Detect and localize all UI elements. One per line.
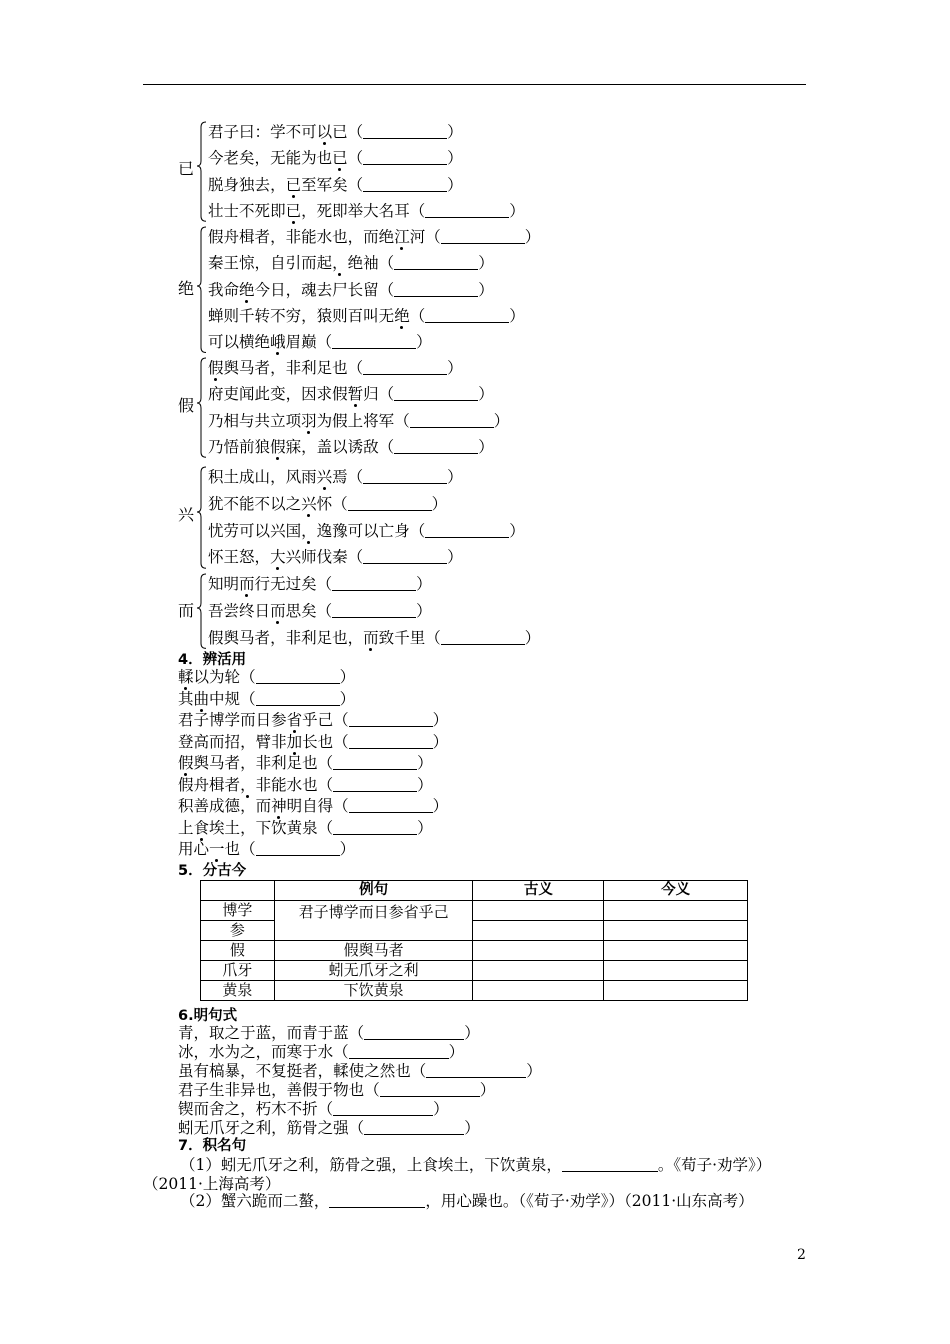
exercise-item: 假舆马者，非利足也，而致千里（ ） <box>208 628 541 647</box>
exercise-item: 秦王惊，自引而起，绝袖（ ） <box>208 254 494 273</box>
exercise-item: 壮士不死即已，死即举大名耳（ ） <box>208 201 525 220</box>
exercise-text: 虽有槁暴，不复挺者，輮使之然也 <box>178 1061 411 1080</box>
answer-blank[interactable] <box>349 710 433 727</box>
exercise-item: 忧劳可以兴国，逸豫可以亡身（ ） <box>208 521 525 540</box>
answer-blank[interactable] <box>349 1042 449 1059</box>
exercise-text: 青，取之于蓝，而青于蓝 <box>178 1024 349 1042</box>
exercise-item: 輮以为轮（ ） <box>178 668 356 686</box>
group-items <box>208 571 540 651</box>
exercise-item: 假舟楫者，非能水也（ ） <box>178 775 433 794</box>
exercise-item: 积善成德，而神明自得（ ） <box>178 797 449 815</box>
row-example: 蚓无爪牙之利 <box>274 961 473 981</box>
exercise-item: 君子曰：学不可以已（ ） <box>208 123 463 141</box>
answer-cell[interactable] <box>473 901 604 921</box>
answer-blank[interactable] <box>332 332 416 349</box>
row-example: 君子博学而日参省乎己 <box>274 901 473 941</box>
group-items <box>208 119 525 224</box>
exercise-text: 用心一也 <box>178 840 241 858</box>
brace-icon <box>196 224 208 356</box>
exercise-item: 蚓无爪牙之利，筋骨之强（ ） <box>178 1118 480 1137</box>
exercise-item: 今老矣，无能为也已（ ） <box>208 149 463 168</box>
exercise-item: 假舟楫者，非能水也，而绝江河（ ） <box>208 228 541 246</box>
exercise-item: 吾尝终日而思矣（ ） <box>208 601 432 620</box>
exercise-item: 其曲中规（ ） <box>178 689 356 708</box>
exercise-text: 脱身独去，已至军矣 <box>208 175 348 194</box>
exercise-item: 怀王怒，大兴师伐秦（ ） <box>208 548 463 567</box>
exercise-text: 君子生非异也，善假于物也 <box>178 1080 365 1099</box>
exercise-text: 假舟楫者，非能水也，而绝江河 <box>208 228 426 246</box>
exercise-text: 可以横绝峨眉巅 <box>208 333 317 352</box>
answer-blank[interactable] <box>363 175 447 192</box>
exercise-text: 上食埃土，下饮黄泉 <box>178 818 318 837</box>
answer-blank[interactable] <box>394 253 478 270</box>
exercise-item: 乃相与共立项羽为假上将军（ ） <box>208 411 510 430</box>
answer-blank[interactable] <box>425 201 509 218</box>
answer-cell[interactable] <box>604 981 748 1001</box>
exercise-text: 登高而招，臂非加长也 <box>178 732 334 751</box>
table-corner <box>201 881 275 901</box>
answer-blank[interactable] <box>364 1118 464 1135</box>
answer-blank[interactable] <box>333 818 417 835</box>
answer-blank[interactable] <box>426 1061 526 1078</box>
exercise-text: 假舟楫者，非能水也 <box>178 775 318 794</box>
group-items <box>208 224 540 355</box>
group-items <box>208 464 525 571</box>
answer-blank[interactable] <box>256 667 340 684</box>
exercise-item: 青，取之于蓝，而青于蓝（ ） <box>178 1024 480 1042</box>
group-head-word: 兴 <box>178 505 195 524</box>
answer-blank[interactable] <box>349 796 433 813</box>
group-head-word: 假 <box>178 396 195 415</box>
answer-blank[interactable] <box>333 775 417 792</box>
answer-blank[interactable] <box>332 574 416 591</box>
exercise-item: 假舆马者，非利足也（ ） <box>208 359 463 377</box>
exercise-item: 知明而行无过矣（ ） <box>208 575 432 593</box>
group-head-word: 而 <box>178 601 195 620</box>
exercise-item: 君子博学而日参省乎己（ ） <box>178 711 449 729</box>
exercise-text: 假舆马者，非利足也 <box>178 754 318 772</box>
answer-blank[interactable] <box>349 732 433 749</box>
answer-cell[interactable] <box>604 901 748 921</box>
answer-blank[interactable] <box>394 280 478 297</box>
gujin-table <box>200 880 748 1001</box>
exercise-text: 乃相与共立项羽为假上将军 <box>208 411 395 430</box>
answer-blank[interactable] <box>363 358 447 375</box>
answer-blank[interactable] <box>256 839 340 856</box>
exercise-text: 知明而行无过矣 <box>208 575 317 593</box>
answer-cell[interactable] <box>473 941 604 961</box>
row-example: 下饮黄泉 <box>274 981 473 1001</box>
brace-icon <box>196 119 208 224</box>
page-number: 2 <box>797 1247 806 1263</box>
exercise-text: 吾尝终日而思矣 <box>208 601 317 620</box>
group-items <box>208 355 509 460</box>
exercise-text: 蚓无爪牙之利，筋骨之强 <box>178 1118 349 1137</box>
row-example: 假舆马者 <box>274 941 473 961</box>
row-word: 黄泉 <box>201 981 275 1001</box>
answer-cell[interactable] <box>473 921 604 941</box>
exercise-item: 犹不能不以之兴怀（ ） <box>208 494 448 513</box>
question-1: （1）蚓无爪牙之利，筋骨之强，上食埃土，下饮黄泉， 。《荀子·劝学》） <box>180 1156 772 1174</box>
exercise-item: 用心一也（ ） <box>178 840 356 858</box>
exercise-item: 乃悟前狼假寐，盖以诱敌（ ） <box>208 437 494 456</box>
brace-icon <box>196 355 208 460</box>
col-header-modern: 今义 <box>604 881 748 901</box>
exercise-text: 我命绝今日，魂去尸长留 <box>208 280 379 299</box>
answer-blank[interactable] <box>363 547 447 564</box>
exercise-text: 忧劳可以兴国，逸豫可以亡身 <box>208 521 410 540</box>
exercise-text: 假舆马者，非利足也，而致千里 <box>208 628 426 647</box>
exercise-item: 冰，水为之，而寒于水（ ） <box>178 1042 465 1061</box>
exercise-text: 秦王惊，自引而起，绝袖 <box>208 254 379 273</box>
answer-cell[interactable] <box>473 981 604 1001</box>
header-rule <box>143 84 806 85</box>
answer-blank[interactable] <box>425 521 509 538</box>
exercise-text: 冰，水为之，而寒于水 <box>178 1042 334 1061</box>
question-1-source: （2011·上海高考） <box>143 1175 281 1193</box>
exercise-text: 其曲中规 <box>178 689 241 708</box>
exercise-text: 犹不能不以之兴怀 <box>208 494 333 513</box>
exercise-item: 登高而招，臂非加长也（ ） <box>178 732 449 751</box>
group-head-word: 绝 <box>178 279 195 298</box>
answer-blank[interactable] <box>333 1099 433 1116</box>
question-2: （2）蟹六跪而二螯， ，用心躁也。（《荀子·劝学》）（2011·山东高考） <box>180 1192 754 1210</box>
col-header-example: 例句 <box>274 881 473 901</box>
brace-icon <box>196 571 208 651</box>
answer-blank[interactable] <box>410 411 494 428</box>
exercise-text: 君子曰：学不可以已 <box>208 123 348 141</box>
answer-blank[interactable] <box>441 227 525 244</box>
exercise-text: 府吏闻此变，因求假暂归 <box>208 385 379 404</box>
row-word: 爪牙 <box>201 961 275 981</box>
exercise-item: 可以横绝峨眉巅（ ） <box>208 333 432 352</box>
exercise-text: 蝉则千转不穷，猿则百叫无绝 <box>208 306 410 325</box>
answer-cell[interactable] <box>604 941 748 961</box>
row-word: 假 <box>201 941 275 961</box>
answer-blank[interactable] <box>380 1080 480 1097</box>
answer-blank[interactable] <box>363 467 447 484</box>
answer-blank[interactable] <box>348 494 432 511</box>
exercise-item: 脱身独去，已至军矣（ ） <box>208 175 463 194</box>
answer-cell[interactable] <box>604 921 748 941</box>
answer-cell[interactable] <box>473 961 604 981</box>
exercise-text: 积善成德，而神明自得 <box>178 797 334 815</box>
section4-title: 4．辨活用 <box>178 652 247 668</box>
answer-blank[interactable] <box>329 1191 425 1208</box>
col-header-ancient: 古义 <box>473 881 604 901</box>
answer-blank[interactable] <box>364 1023 464 1040</box>
exercise-item: 我命绝今日，魂去尸长留（ ） <box>208 280 494 299</box>
answer-cell[interactable] <box>604 961 748 981</box>
exercise-text: 怀王怒，大兴师伐秦 <box>208 548 348 567</box>
row-word: 博学 <box>201 901 275 921</box>
answer-blank[interactable] <box>363 122 447 139</box>
exercise-text: 輮以为轮 <box>178 668 241 686</box>
answer-blank[interactable] <box>425 306 509 323</box>
answer-blank[interactable] <box>333 753 417 770</box>
exercise-text: 锲而舍之，朽木不折 <box>178 1099 318 1118</box>
group-head-word: 已 <box>178 159 195 178</box>
answer-blank[interactable] <box>441 628 525 645</box>
answer-blank[interactable] <box>394 437 478 454</box>
exercise-item: 锲而舍之，朽木不折（ ） <box>178 1099 449 1118</box>
exercise-item: 上食埃土，下饮黄泉（ ） <box>178 818 433 837</box>
answer-blank[interactable] <box>562 1155 658 1172</box>
exercise-item: 蝉则千转不穷，猿则百叫无绝（ ） <box>208 306 525 325</box>
exercise-item: 君子生非异也，善假于物也（ ） <box>178 1080 496 1099</box>
section6-title: 6.明句式 <box>178 1008 238 1024</box>
row-word: 参 <box>201 921 275 941</box>
exercise-item: 积土成山，风雨兴焉（ ） <box>208 468 463 486</box>
answer-blank[interactable] <box>394 384 478 401</box>
section7-title: 7．积名句 <box>178 1138 247 1154</box>
exercise-item: 府吏闻此变，因求假暂归（ ） <box>208 385 494 404</box>
answer-blank[interactable] <box>363 148 447 165</box>
exercise-text: 乃悟前狼假寐，盖以诱敌 <box>208 437 379 456</box>
exercise-text: 假舆马者，非利足也 <box>208 359 348 377</box>
brace-icon <box>196 464 208 571</box>
answer-blank[interactable] <box>256 689 340 706</box>
exercise-item: 假舆马者，非利足也（ ） <box>178 754 433 772</box>
exercise-text: 今老矣，无能为也已 <box>208 149 348 168</box>
section5-title: 5．分古今 <box>178 863 247 879</box>
answer-blank[interactable] <box>332 601 416 618</box>
exercise-text: 君子博学而日参省乎己 <box>178 711 334 729</box>
exercise-item: 虽有槁暴，不复挺者，輮使之然也（ ） <box>178 1061 542 1080</box>
exercise-text: 壮士不死即已，死即举大名耳 <box>208 201 410 220</box>
exercise-text: 积土成山，风雨兴焉 <box>208 468 348 486</box>
